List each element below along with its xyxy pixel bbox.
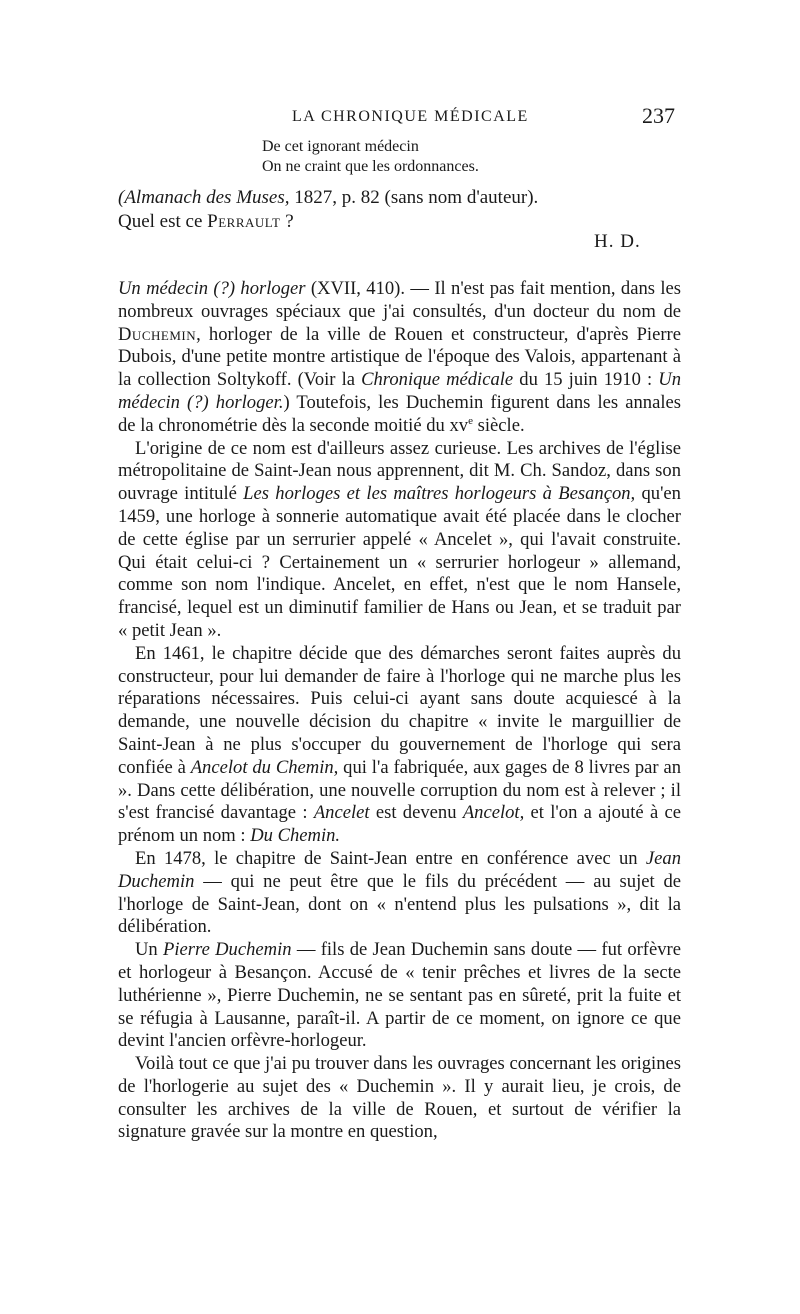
article-title: Un médecin (?) horloger — [118, 278, 306, 299]
paragraph-text: En 1461, le chapitre décide que des démarches seront faites auprès du constructeur, pour lui demander de faire à l'horloge qui ne marche plus les réparations nécessaires. Puis celui-ci ayant sans doute acquiescé à la demande, une nouvelle décision du chapitre « invite le marguillier de Saint-Jean à ne plus s'occuper du gouvernement de l'horloge qui sera confiée à — [118, 642, 681, 778]
paragraph-text: ) Toutefois, les Duchemin figurent dans les annales de la chronométrie dès la seconde moitié du xv — [118, 391, 681, 436]
journal-title: Chronique médicale — [361, 369, 514, 391]
signature-initials: H. D. — [594, 231, 641, 252]
person-name: Pierre Duchemin — [163, 939, 292, 961]
citation-source-details: 1827, p. 82 (sans nom d'auteur). — [289, 187, 539, 208]
citation-source-title: (Almanach des Muses, — [118, 187, 290, 208]
paragraph-text: siècle. — [472, 414, 525, 436]
paragraph-1 — [118, 278, 681, 438]
book-title: Les horloges et les maîtres horlogeurs à Besançon, — [243, 483, 636, 505]
paragraph-4 — [118, 848, 681, 939]
person-name: Jean Duchemin — [118, 847, 681, 892]
paragraph-2 — [118, 438, 681, 643]
question-name: Perrault — [207, 211, 281, 232]
verse-line-1: De cet ignorant médecin — [262, 138, 419, 155]
paragraph-text: du 15 juin 1910 : — [513, 369, 659, 391]
paragraph-6: Voilà tout ce que j'ai pu trouver dans les ouvrages concernant les origines de l'horlogerie au sujet des « Duchemin ». Il y aurait lieu, je crois, de consulter les archives de la ville de Rouen, et surtout de vérifier la signature gravée sur la montre en question, — [118, 1053, 681, 1143]
paragraph-3 — [118, 643, 681, 848]
running-title: LA CHRONIQUE MÉDICALE — [292, 108, 529, 125]
paragraph-5 — [118, 939, 681, 1053]
verse-line-2: On ne craint que les ordonnances. — [262, 158, 479, 175]
person-name: Du Chemin. — [250, 825, 341, 847]
paragraph-text: , horloger de la ville de Rouen et constructeur, d'après Pierre Dubois, d'une petite montre artistique de l'époque des Valois, appartenant à la collection Soltykoff. (Voir la — [118, 323, 681, 391]
paragraph-text: qui l'a fabriquée, aux gages de 8 livres par an ». Dans cette délibération, une nouvelle corruption du nom est à relever ; il s'est francisé davantage : — [118, 756, 681, 824]
citation-source — [118, 186, 678, 210]
paragraph-text: — qui ne peut être que le fils du précédent — au sujet de l'horloge de Saint-Jean, dont on « n'entend plus les pulsations », dit la délibération. — [118, 870, 681, 938]
person-name: Ancelot, — [462, 802, 525, 824]
paragraph-text: Un — [135, 939, 164, 961]
question-text: Quel est ce — [118, 211, 208, 232]
person-name: Ancelet — [313, 802, 370, 824]
page-number: 237 — [642, 103, 675, 128]
paragraph-text: — fils de Jean Duchemin sans doute — fut orfèvre et horlogeur à Besançon. Accusé de « tenir prêches et livres de la secte luthérienne », Pierre Duchemin, ne se sentant pas en sûreté, prit la fuite et se réfugia à Lausanne, paraît-il. A partir de ce moment, on ignore ce que devint l'ancien orfèvre-horlogeur. — [118, 939, 681, 1052]
paragraph-text: et l'on a ajouté à ce prénom un nom : — [118, 802, 681, 847]
article-reference: Un médecin (?) horloger. — [118, 369, 682, 413]
century-superscript: e — [468, 414, 473, 427]
paragraph-text: est devenu — [369, 802, 463, 824]
question-mark: ? — [280, 211, 294, 232]
surname-smallcaps: Duchemin — [118, 323, 197, 345]
paragraph-text: En 1478, le chapitre de Saint-Jean entre en conférence avec un — [135, 847, 646, 869]
person-name: Ancelot du Chemin, — [190, 756, 339, 778]
verse-quotation — [262, 137, 479, 177]
citation — [118, 186, 678, 234]
paragraph-text: qu'en 1459, une horloge à sonnerie automatique avait été placée dans le clocher de cette église par un serrurier appelé « Ancelet », qui l'avait construite. Qui était celui-ci ? Certainement un « serrurier horlogeur » allemand, comme son nom l'indique. Ancelet, en effet, n'est que le nom Hansele, francisé, lequel est un diminutif familier de Hans ou Jean, et se traduit par « petit Jean ». — [118, 483, 681, 641]
paragraph-text: (XVII, 410). — Il n'est pas fait mention, dans les nombreux ouvrages spéciaux que j'ai consultés, d'un docteur du nom de — [118, 278, 682, 322]
paragraph-text: L'origine de ce nom est d'ailleurs assez curieuse. Les archives de l'église métropolitaine de Saint-Jean nous apprennent, dit M. Ch. Sandoz, dans son ouvrage intitulé — [118, 437, 681, 505]
article-body — [118, 278, 681, 1144]
